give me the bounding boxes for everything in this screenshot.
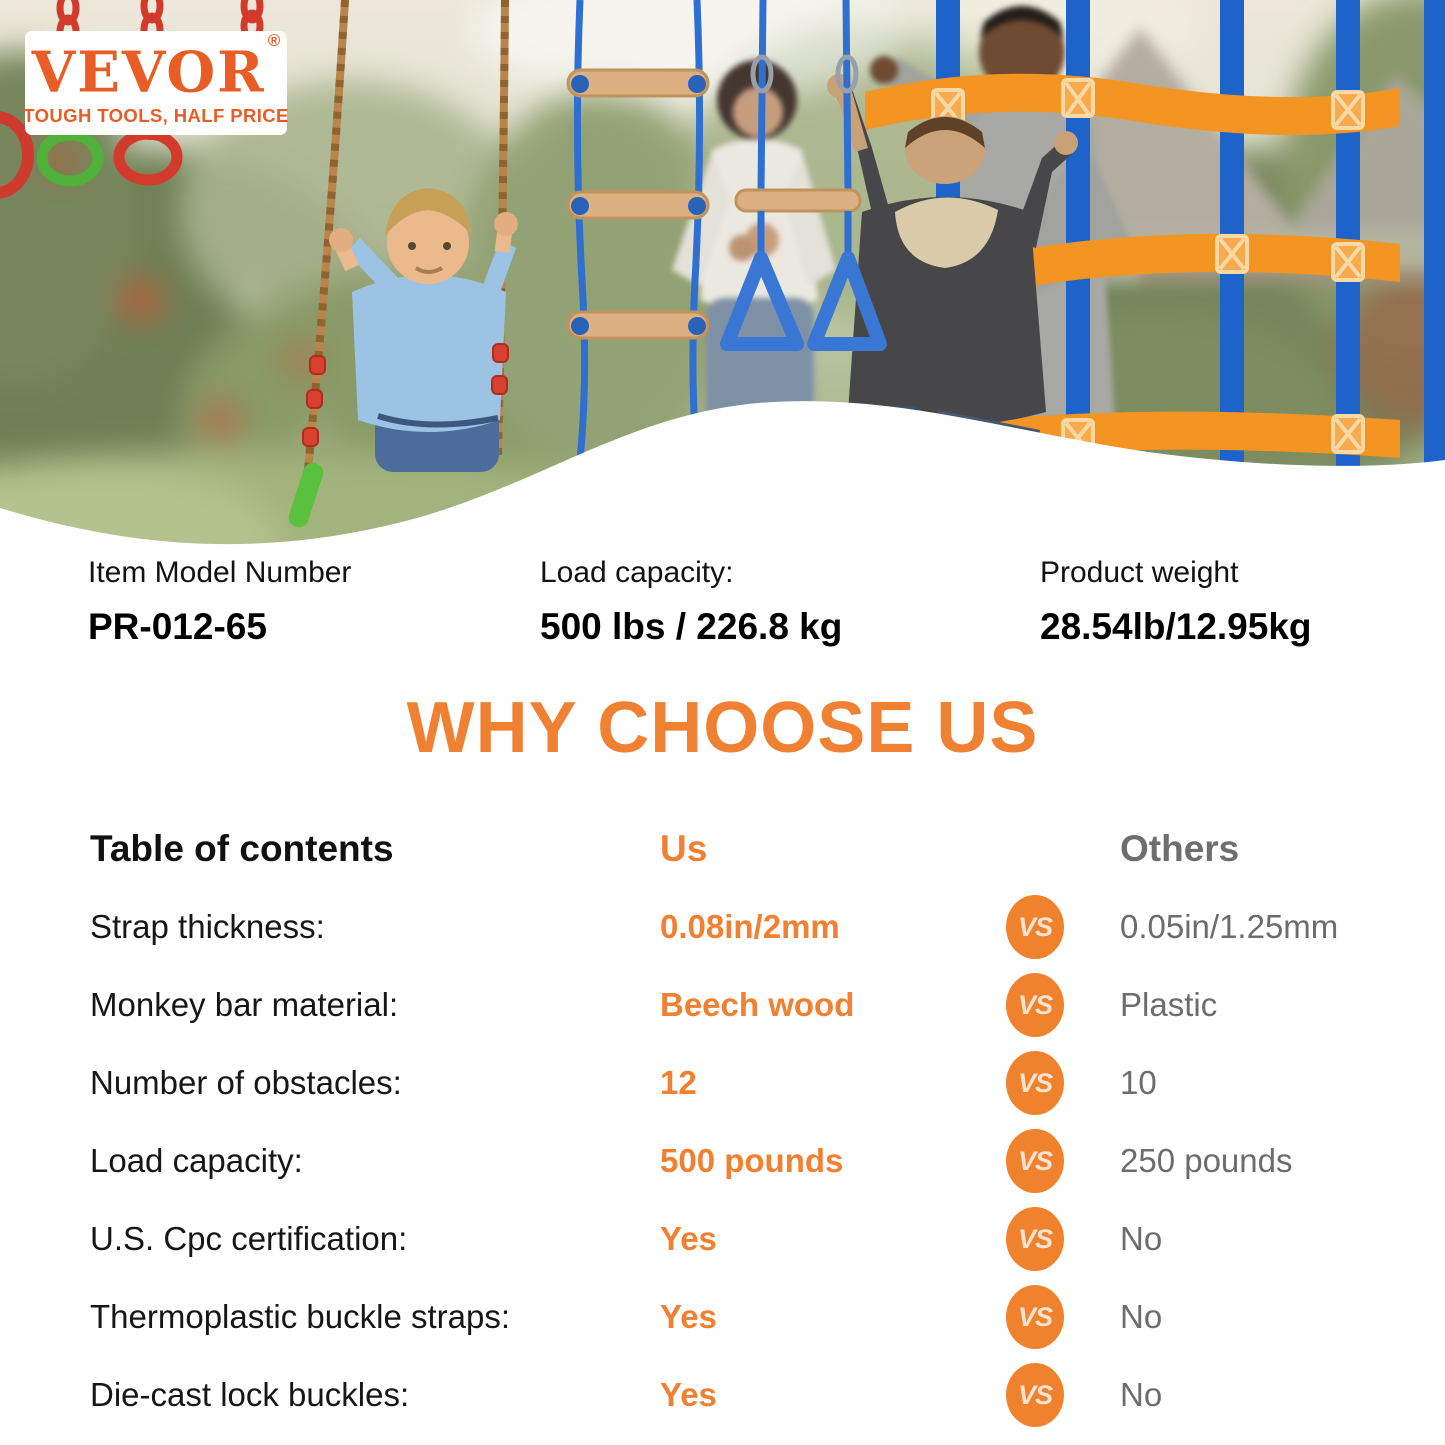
spec-label: Product weight [1040,556,1239,589]
table-row [90,1044,1390,1122]
row-label: Die-cast lock buckles: [90,1376,410,1413]
table-row [90,1356,1390,1434]
trapeze-bar [736,190,860,211]
brand-logo-card [25,31,287,135]
row-label: Thermoplastic buckle straps: [90,1298,510,1335]
vs-badge: VS [1006,1285,1064,1349]
row-label: Number of obstacles: [90,1064,402,1101]
section-title: WHY CHOOSE US [406,688,1039,768]
row-label: Monkey bar material: [90,986,399,1023]
others-value: 10 [1120,1064,1157,1101]
row-label: Load capacity: [90,1142,303,1179]
spec-label: Item Model Number [88,556,352,589]
others-value: No [1120,1376,1163,1413]
vs-badge: VS [1006,973,1064,1037]
comparison-table [90,820,1390,1434]
us-value: Yes [660,1298,717,1335]
brand-logo: VEVOR ® [31,30,283,106]
vs-badge: VS [1006,1051,1064,1115]
spec-label: Load capacity: [540,556,734,589]
hand [329,228,353,252]
others-value: Plastic [1120,986,1218,1023]
column-header-others: Others [1120,828,1240,869]
registered-mark: ® [267,30,283,50]
hero-photo [0,0,1445,552]
others-value: No [1120,1298,1163,1335]
us-value: 500 pounds [660,1142,844,1179]
brand-tagline: TOUGH TOOLS, HALF PRICE [23,105,289,127]
us-value: Yes [660,1220,717,1257]
column-header-us: Us [660,828,708,869]
others-value: 250 pounds [1120,1142,1293,1179]
comparison-header [90,820,1390,888]
table-row [90,888,1390,966]
vs-badge: VS [1006,1129,1064,1193]
row-label: Strap thickness: [90,908,325,945]
vs-badge: VS [1006,1363,1064,1427]
us-value: Beech wood [660,986,855,1023]
spec-value: 500 lbs / 226.8 kg [540,606,843,647]
column-header-contents: Table of contents [90,828,394,869]
us-value: Yes [660,1376,717,1413]
spec-weight [1040,556,1312,648]
table-row [90,1200,1390,1278]
table-row [90,1278,1390,1356]
us-value: 0.08in/2mm [660,908,840,945]
table-row [90,1122,1390,1200]
row-label: U.S. Cpc certification: [90,1220,408,1257]
spec-model [88,556,351,648]
us-value: 12 [660,1064,697,1101]
spec-value: PR-012-65 [88,606,267,647]
hand [494,212,518,236]
spec-value: 28.54lb/12.95kg [1040,606,1312,647]
others-value: 0.05in/1.25mm [1120,908,1339,945]
vs-badge: VS [1006,895,1064,959]
others-value: No [1120,1220,1163,1257]
table-row [90,966,1390,1044]
spec-load-capacity [540,556,842,648]
vs-badge: VS [1006,1207,1064,1271]
